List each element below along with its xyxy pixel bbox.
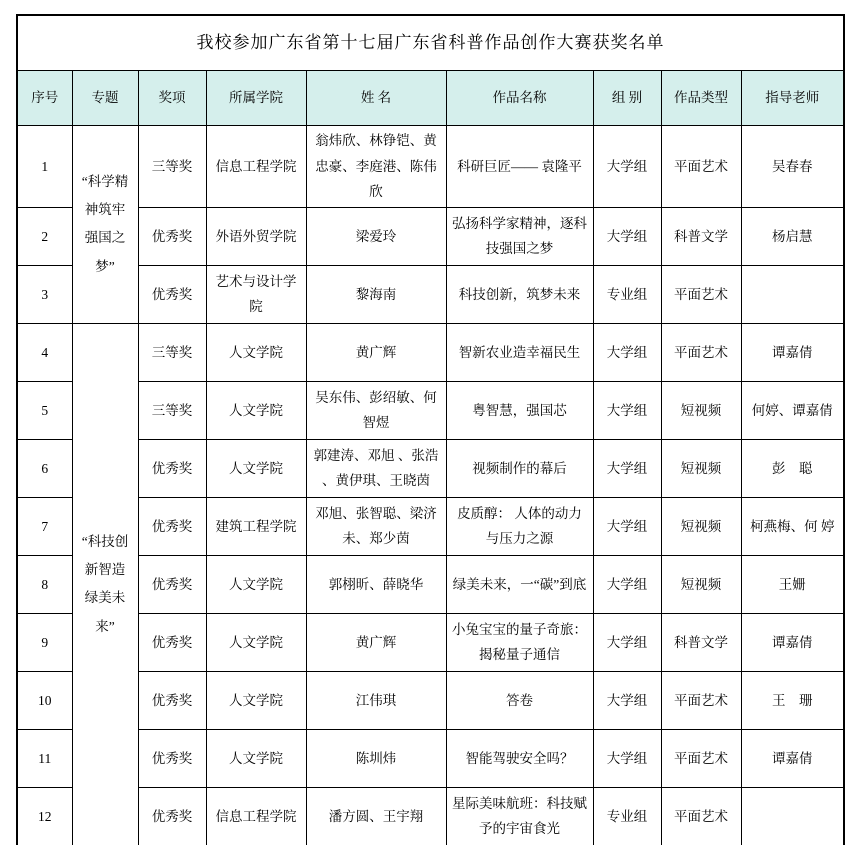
header-no: 序号 (17, 71, 72, 126)
cell-college: 艺术与设计学院 (206, 265, 306, 323)
table-row (17, 126, 844, 208)
cell-award: 三等奖 (138, 381, 206, 439)
cell-award: 优秀奖 (138, 787, 206, 845)
cell-award: 优秀奖 (138, 555, 206, 613)
cell-names: 郭建涛、邓旭 、张浩 、黄伊琪、王晓茵 (306, 439, 446, 497)
cell-work: 科研巨匠—— 袁隆平 (446, 126, 593, 208)
table-row (17, 555, 844, 613)
cell-college: 建筑工程学院 (206, 497, 306, 555)
cell-award: 优秀奖 (138, 729, 206, 787)
cell-type: 平面艺术 (661, 323, 741, 381)
cell-group: 大学组 (593, 729, 661, 787)
cell-advisor: 杨启慧 (741, 207, 844, 265)
table-row (17, 497, 844, 555)
cell-work: 智能驾驶安全吗？ (446, 729, 593, 787)
cell-group: 大学组 (593, 381, 661, 439)
cell-work: 答卷 (446, 671, 593, 729)
cell-group: 大学组 (593, 613, 661, 671)
cell-advisor: 王姗 (741, 555, 844, 613)
cell-type: 短视频 (661, 381, 741, 439)
cell-college: 人文学院 (206, 729, 306, 787)
cell-type: 科普文学 (661, 613, 741, 671)
cell-award: 优秀奖 (138, 671, 206, 729)
cell-type: 平面艺术 (661, 265, 741, 323)
cell-group: 大学组 (593, 323, 661, 381)
cell-names: 黎海南 (306, 265, 446, 323)
cell-advisor: 谭嘉倩 (741, 729, 844, 787)
header-topic: 专题 (72, 71, 138, 126)
cell-college: 人文学院 (206, 671, 306, 729)
cell-advisor: 王 珊 (741, 671, 844, 729)
cell-advisor (741, 265, 844, 323)
cell-college: 信息工程学院 (206, 126, 306, 208)
table-row (17, 613, 844, 671)
cell-type: 平面艺术 (661, 671, 741, 729)
cell-college: 人文学院 (206, 323, 306, 381)
cell-college: 人文学院 (206, 613, 306, 671)
cell-topic-group-2: “科技创新智造绿美未来” (72, 323, 138, 845)
cell-group: 专业组 (593, 787, 661, 845)
cell-award: 优秀奖 (138, 497, 206, 555)
table-row (17, 265, 844, 323)
cell-type: 短视频 (661, 555, 741, 613)
table-row (17, 381, 844, 439)
page-title: 我校参加广东省第十七届广东省科普作品创作大赛获奖名单 (17, 15, 844, 71)
cell-award: 三等奖 (138, 126, 206, 208)
cell-advisor: 彭 聪 (741, 439, 844, 497)
table-row (17, 729, 844, 787)
cell-advisor: 谭嘉倩 (741, 613, 844, 671)
cell-no: 4 (17, 323, 72, 381)
cell-no: 12 (17, 787, 72, 845)
cell-names: 梁爱玲 (306, 207, 446, 265)
award-table (16, 14, 845, 845)
cell-names: 江伟琪 (306, 671, 446, 729)
cell-type: 平面艺术 (661, 729, 741, 787)
cell-names: 黄广辉 (306, 323, 446, 381)
cell-advisor: 柯燕梅、何 婷 (741, 497, 844, 555)
cell-no: 5 (17, 381, 72, 439)
cell-college: 外语外贸学院 (206, 207, 306, 265)
cell-group: 大学组 (593, 671, 661, 729)
table-header-row (17, 71, 844, 126)
cell-type: 平面艺术 (661, 787, 741, 845)
table-row (17, 671, 844, 729)
cell-no: 7 (17, 497, 72, 555)
cell-college: 信息工程学院 (206, 787, 306, 845)
cell-no: 3 (17, 265, 72, 323)
cell-group: 专业组 (593, 265, 661, 323)
cell-names: 潘方圆、王宇翔 (306, 787, 446, 845)
cell-advisor: 吴春春 (741, 126, 844, 208)
cell-work: 弘扬科学家精神，逐科技强国之梦 (446, 207, 593, 265)
cell-no: 9 (17, 613, 72, 671)
cell-work: 皮质醇： 人体的动力与压力之源 (446, 497, 593, 555)
cell-work: 智新农业造幸福民生 (446, 323, 593, 381)
cell-work: 星际美味航班：科技赋予的宇宙食光 (446, 787, 593, 845)
cell-award: 优秀奖 (138, 439, 206, 497)
cell-work: 视频制作的幕后 (446, 439, 593, 497)
table-row (17, 787, 844, 845)
header-college: 所属学院 (206, 71, 306, 126)
cell-names: 吴东伟、彭绍敏、何智煜 (306, 381, 446, 439)
cell-work: 绿美未来，一“碳”到底 (446, 555, 593, 613)
cell-no: 11 (17, 729, 72, 787)
header-group: 组 别 (593, 71, 661, 126)
header-type: 作品类型 (661, 71, 741, 126)
cell-topic-group-1: “科学精神筑牢强国之梦” (72, 126, 138, 324)
cell-college: 人文学院 (206, 381, 306, 439)
cell-award: 三等奖 (138, 323, 206, 381)
cell-work: 粤智慧，强国芯 (446, 381, 593, 439)
cell-type: 短视频 (661, 497, 741, 555)
cell-type: 科普文学 (661, 207, 741, 265)
cell-names: 邓旭、张智聪、梁济未、郑少茵 (306, 497, 446, 555)
cell-names: 翁炜欣、林铮铠、黄忠豪、李庭港、陈伟欣 (306, 126, 446, 208)
table-title-row (17, 15, 844, 71)
cell-type: 平面艺术 (661, 126, 741, 208)
header-advisor: 指导老师 (741, 71, 844, 126)
cell-names: 郭栩昕、薛晓华 (306, 555, 446, 613)
header-award: 奖项 (138, 71, 206, 126)
header-work: 作品名称 (446, 71, 593, 126)
cell-award: 优秀奖 (138, 265, 206, 323)
cell-advisor (741, 787, 844, 845)
table-row (17, 323, 844, 381)
cell-no: 8 (17, 555, 72, 613)
cell-type: 短视频 (661, 439, 741, 497)
cell-no: 6 (17, 439, 72, 497)
cell-group: 大学组 (593, 439, 661, 497)
cell-names: 黄广辉 (306, 613, 446, 671)
cell-group: 大学组 (593, 207, 661, 265)
cell-work: 科技创新，筑梦未来 (446, 265, 593, 323)
table-row (17, 439, 844, 497)
cell-no: 1 (17, 126, 72, 208)
cell-college: 人文学院 (206, 439, 306, 497)
cell-work: 小兔宝宝的量子奇旅：揭秘量子通信 (446, 613, 593, 671)
cell-advisor: 何婷、谭嘉倩 (741, 381, 844, 439)
header-names: 姓 名 (306, 71, 446, 126)
cell-award: 优秀奖 (138, 207, 206, 265)
cell-group: 大学组 (593, 555, 661, 613)
table-row (17, 207, 844, 265)
cell-group: 大学组 (593, 126, 661, 208)
cell-advisor: 谭嘉倩 (741, 323, 844, 381)
cell-group: 大学组 (593, 497, 661, 555)
cell-award: 优秀奖 (138, 613, 206, 671)
cell-college: 人文学院 (206, 555, 306, 613)
cell-no: 10 (17, 671, 72, 729)
cell-names: 陈圳炜 (306, 729, 446, 787)
cell-no: 2 (17, 207, 72, 265)
